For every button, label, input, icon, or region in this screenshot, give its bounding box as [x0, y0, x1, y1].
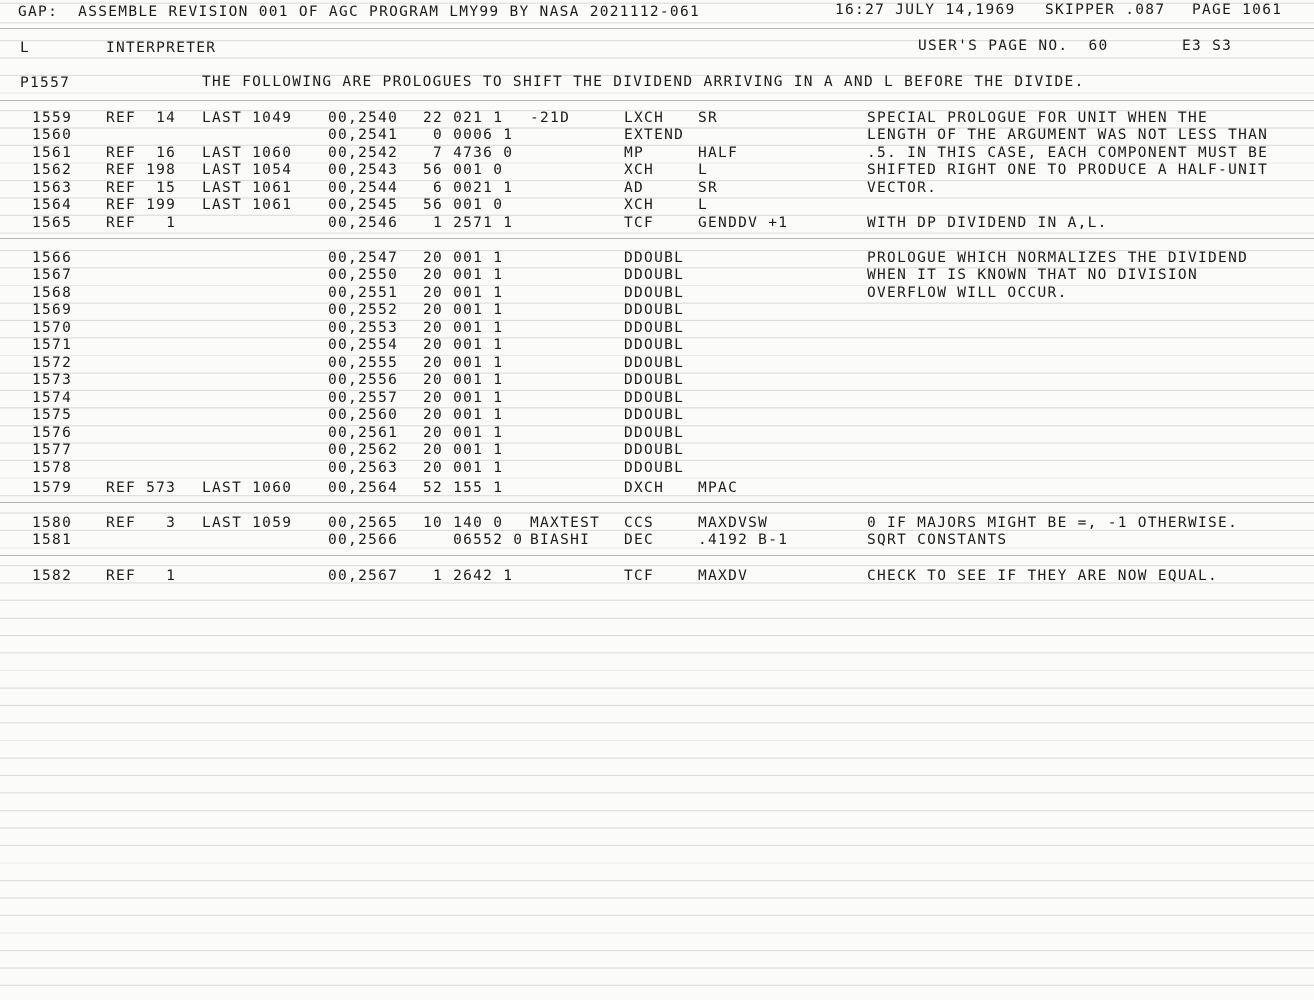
label-field: BIASHI — [530, 532, 591, 548]
comment-field: CHECK TO SEE IF THEY ARE NOW EQUAL. — [867, 568, 1219, 584]
opcode: DXCH — [624, 480, 665, 496]
timestamp: 16:27 JULY 14,1969 — [835, 2, 1016, 18]
machine-code: 20 001 1 — [423, 425, 504, 441]
line-number: 1560 — [32, 127, 73, 143]
comment-field: SHIFTED RIGHT ONE TO PRODUCE A HALF-UNIT — [867, 162, 1269, 178]
block-divider-3 — [0, 555, 1314, 556]
address-field: 00,2552 — [328, 302, 399, 318]
line-number: 1563 — [32, 180, 73, 196]
line-number: 1574 — [32, 390, 73, 406]
address-field: 00,2547 — [328, 250, 399, 266]
last-field: LAST 1059 — [202, 515, 293, 531]
ref-field: REF 198 — [106, 162, 177, 178]
operand-field: HALF — [698, 145, 739, 161]
comment-field: PROLOGUE WHICH NORMALIZES THE DIVIDEND — [867, 250, 1249, 266]
machine-code: 20 001 1 — [423, 285, 504, 301]
machine-code: 20 001 1 — [423, 372, 504, 388]
machine-code: 20 001 1 — [423, 337, 504, 353]
ref-field: REF 573 — [106, 480, 177, 496]
address-field: 00,2541 — [328, 127, 399, 143]
opcode: LXCH — [624, 110, 665, 126]
opcode: DDOUBL — [624, 320, 685, 336]
machine-code: 7 4736 0 — [423, 145, 514, 161]
prologue-description: THE FOLLOWING ARE PROLOGUES TO SHIFT THE DIVIDEND ARRIVING IN A AND L BEFORE THE DIVIDE. — [202, 74, 1085, 90]
line-number: 1567 — [32, 267, 73, 283]
opcode: DDOUBL — [624, 302, 685, 318]
address-field: 00,2542 — [328, 145, 399, 161]
machine-code: 56 001 0 — [423, 197, 504, 213]
address-field: 00,2544 — [328, 180, 399, 196]
line-number: 1564 — [32, 197, 73, 213]
ref-field: REF 1 — [106, 568, 177, 584]
opcode: DDOUBL — [624, 337, 685, 353]
section-name: INTERPRETER — [106, 40, 217, 56]
address-field: 00,2560 — [328, 407, 399, 423]
opcode: DDOUBL — [624, 285, 685, 301]
line-number: 1575 — [32, 407, 73, 423]
line-number: 1559 — [32, 110, 73, 126]
opcode: XCH — [624, 162, 655, 178]
line-number: 1570 — [32, 320, 73, 336]
operand-field: MAXDV — [698, 568, 749, 584]
line-number: 1572 — [32, 355, 73, 371]
skipper-label: SKIPPER .087 — [1045, 2, 1166, 18]
comment-field: OVERFLOW WILL OCCUR. — [867, 285, 1068, 301]
address-field: 00,2563 — [328, 460, 399, 476]
operand-field: GENDDV +1 — [698, 215, 789, 231]
ref-field: REF 3 — [106, 515, 177, 531]
label-field: -21D — [530, 110, 571, 126]
opcode: CCS — [624, 515, 655, 531]
comment-field: SQRT CONSTANTS — [867, 532, 1008, 548]
last-field: LAST 1049 — [202, 110, 293, 126]
address-field: 00,2545 — [328, 197, 399, 213]
operand-field: L — [698, 162, 709, 178]
prologue-number: P1557 — [20, 75, 71, 91]
ref-field: REF 15 — [106, 180, 177, 196]
ref-field: REF 199 — [106, 197, 177, 213]
address-field: 00,2553 — [328, 320, 399, 336]
machine-code: 20 001 1 — [423, 390, 504, 406]
revision-code: E3 S3 — [1182, 38, 1233, 54]
last-field: LAST 1060 — [202, 145, 293, 161]
operand-field: MPAC — [698, 480, 739, 496]
address-field: 00,2561 — [328, 425, 399, 441]
last-field: LAST 1061 — [202, 197, 293, 213]
label-field: MAXTEST — [530, 515, 601, 531]
machine-code: 20 001 1 — [423, 320, 504, 336]
address-field: 00,2546 — [328, 215, 399, 231]
line-number: 1573 — [32, 372, 73, 388]
machine-code: 20 001 1 — [423, 355, 504, 371]
comment-field: LENGTH OF THE ARGUMENT WAS NOT LESS THAN — [867, 127, 1269, 143]
line-number: 1577 — [32, 442, 73, 458]
address-field: 00,2550 — [328, 267, 399, 283]
line-number: 1562 — [32, 162, 73, 178]
comment-field: .5. IN THIS CASE, EACH COMPONENT MUST BE — [867, 145, 1269, 161]
line-number: 1581 — [32, 532, 73, 548]
line-number: 1569 — [32, 302, 73, 318]
address-field: 00,2540 — [328, 110, 399, 126]
line-number: 1578 — [32, 460, 73, 476]
ref-field: REF 1 — [106, 215, 177, 231]
opcode: DDOUBL — [624, 355, 685, 371]
machine-code: 06552 0 — [423, 532, 524, 548]
opcode: MP — [624, 145, 645, 161]
machine-code: 22 021 1 — [423, 110, 504, 126]
opcode: DDOUBL — [624, 425, 685, 441]
comment-field: VECTOR. — [867, 180, 938, 196]
block-divider-2 — [0, 502, 1314, 503]
assembly-title: GAP: ASSEMBLE REVISION 001 OF AGC PROGRAM LMY99 BY NASA 2021112-061 — [18, 4, 701, 20]
operand-field: MAXDVSW — [698, 515, 769, 531]
machine-code: 6 0021 1 — [423, 180, 514, 196]
comment-field: SPECIAL PROLOGUE FOR UNIT WHEN THE — [867, 110, 1209, 126]
ref-field: REF 14 — [106, 110, 177, 126]
header-divider — [0, 28, 1314, 29]
address-field: 00,2556 — [328, 372, 399, 388]
opcode: DDOUBL — [624, 390, 685, 406]
line-number: 1580 — [32, 515, 73, 531]
opcode: EXTEND — [624, 127, 685, 143]
operand-field: SR — [698, 180, 719, 196]
line-number: 1565 — [32, 215, 73, 231]
machine-code: 52 155 1 — [423, 480, 504, 496]
opcode: DEC — [624, 532, 655, 548]
line-number: 1579 — [32, 480, 73, 496]
machine-code: 56 001 0 — [423, 162, 504, 178]
comment-field: 0 IF MAJORS MIGHT BE =, -1 OTHERWISE. — [867, 515, 1239, 531]
line-number: 1566 — [32, 250, 73, 266]
line-number: 1568 — [32, 285, 73, 301]
operand-field: L — [698, 197, 709, 213]
opcode: DDOUBL — [624, 460, 685, 476]
machine-code: 20 001 1 — [423, 460, 504, 476]
opcode: DDOUBL — [624, 250, 685, 266]
machine-code: 1 2642 1 — [423, 568, 514, 584]
prologue-divider — [0, 100, 1314, 101]
line-number: 1571 — [32, 337, 73, 353]
opcode: DDOUBL — [624, 407, 685, 423]
machine-code: 20 001 1 — [423, 442, 504, 458]
operand-field: .4192 B-1 — [698, 532, 789, 548]
last-field: LAST 1060 — [202, 480, 293, 496]
users-page-number: USER'S PAGE NO. 60 — [918, 38, 1109, 54]
last-field: LAST 1054 — [202, 162, 293, 178]
machine-code: 1 2571 1 — [423, 215, 514, 231]
address-field: 00,2562 — [328, 442, 399, 458]
address-field: 00,2567 — [328, 568, 399, 584]
address-field: 00,2554 — [328, 337, 399, 353]
opcode: TCF — [624, 568, 655, 584]
address-field: 00,2555 — [328, 355, 399, 371]
address-field: 00,2564 — [328, 480, 399, 496]
machine-code: 10 140 0 — [423, 515, 504, 531]
block-divider-1 — [0, 238, 1314, 239]
opcode: XCH — [624, 197, 655, 213]
page-number: PAGE 1061 — [1192, 2, 1283, 18]
machine-code: 20 001 1 — [423, 407, 504, 423]
comment-field: WITH DP DIVIDEND IN A,L. — [867, 215, 1108, 231]
opcode: DDOUBL — [624, 267, 685, 283]
last-field: LAST 1061 — [202, 180, 293, 196]
address-field: 00,2551 — [328, 285, 399, 301]
operand-field: SR — [698, 110, 719, 126]
line-number: 1576 — [32, 425, 73, 441]
address-field: 00,2543 — [328, 162, 399, 178]
address-field: 00,2557 — [328, 390, 399, 406]
machine-code: 20 001 1 — [423, 250, 504, 266]
opcode: DDOUBL — [624, 372, 685, 388]
machine-code: 20 001 1 — [423, 267, 504, 283]
opcode: TCF — [624, 215, 655, 231]
ref-field: REF 16 — [106, 145, 177, 161]
line-number: 1561 — [32, 145, 73, 161]
opcode: AD — [624, 180, 645, 196]
section-code: L — [20, 40, 31, 56]
machine-code: 20 001 1 — [423, 302, 504, 318]
address-field: 00,2565 — [328, 515, 399, 531]
comment-field: WHEN IT IS KNOWN THAT NO DIVISION — [867, 267, 1198, 283]
address-field: 00,2566 — [328, 532, 399, 548]
opcode: DDOUBL — [624, 442, 685, 458]
line-number: 1582 — [32, 568, 73, 584]
machine-code: 0 0006 1 — [423, 127, 514, 143]
